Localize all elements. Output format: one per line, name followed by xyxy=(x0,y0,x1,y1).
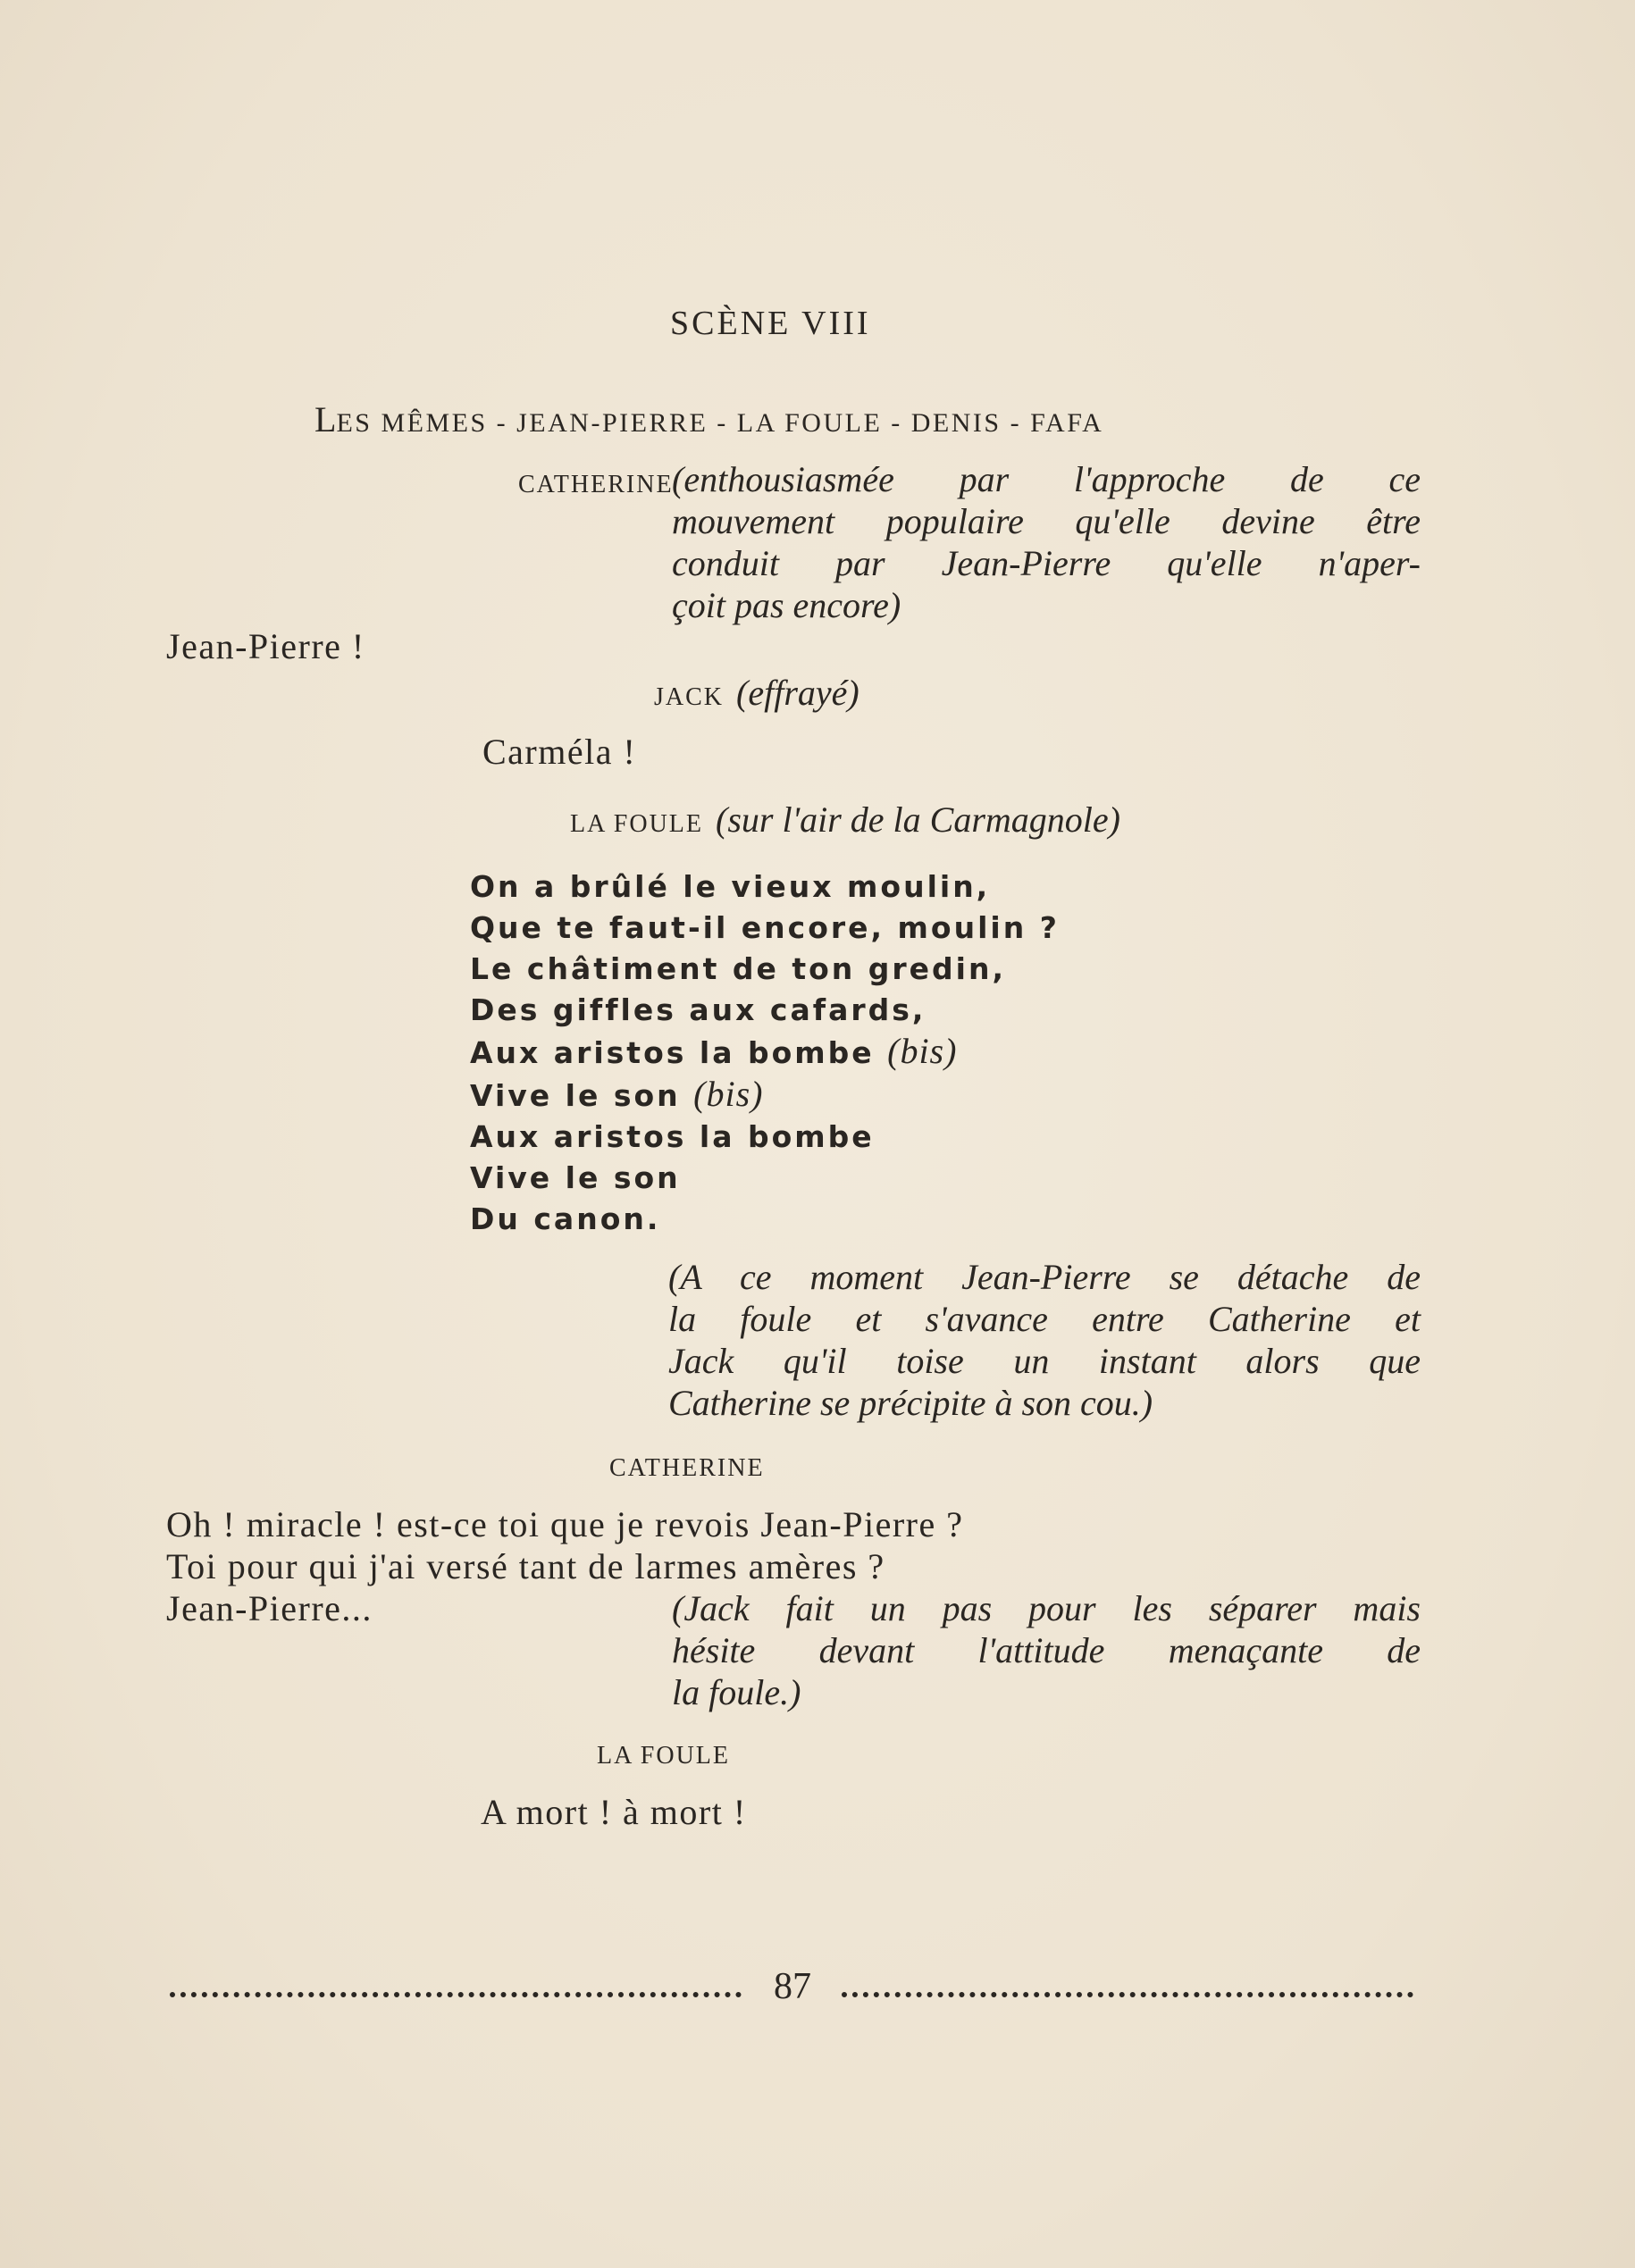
direction-line: la foule.) xyxy=(672,1672,801,1712)
footer-dotted-rule-right xyxy=(842,1988,1413,1997)
cast-line xyxy=(314,398,1103,440)
speech-la-foule: A mort ! à mort ! xyxy=(481,1792,747,1832)
song-line-text: Vive le son xyxy=(470,1078,694,1113)
direction-line: çoit pas encore) xyxy=(672,585,901,625)
song-line: Aux aristos la bombe xyxy=(470,1119,875,1154)
speech-jack: Carméla ! xyxy=(482,732,637,772)
song-line: Vive le son xyxy=(470,1160,681,1195)
direction-line: conduit par Jean-Pierre qu'elle n'aper- xyxy=(672,543,1421,583)
speaker-catherine-1: CATHERINE xyxy=(518,471,674,498)
song-line xyxy=(470,1031,1060,1074)
footer-dotted-rule-left xyxy=(170,1988,742,1997)
scene-title: SCÈNE VIII xyxy=(670,305,871,342)
direction-la-foule: (sur l'air de la Carmagnole) xyxy=(716,799,1120,840)
direction-line: mouvement populaire qu'elle devine être xyxy=(672,501,1421,541)
stage-direction-1 xyxy=(672,458,1421,626)
song-line: Des giffles aux cafards, xyxy=(470,992,926,1027)
speech-catherine-2-line3: Jean-Pierre... xyxy=(166,1588,373,1628)
speech-catherine-2-line2: Toi pour qui j'ai versé tant de larmes amères ? xyxy=(166,1546,885,1586)
song-line: On a brûlé le vieux moulin, xyxy=(470,869,991,904)
song-line-text: Aux aristos la bombe xyxy=(470,1035,888,1070)
speaker-la-foule-name: LA FOULE xyxy=(570,810,703,838)
direction-line: (enthousiasmée par l'approche de ce xyxy=(672,459,1421,499)
direction-line: Catherine se précipite à son cou.) xyxy=(668,1383,1153,1423)
direction-line: (Jack fait un pas pour les séparer mais xyxy=(672,1588,1421,1628)
speech-catherine-1: Jean-Pierre ! xyxy=(166,626,365,666)
stage-direction-3 xyxy=(672,1587,1421,1713)
speaker-la-foule-2: LA FOULE xyxy=(597,1742,730,1770)
speech-catherine-2-line1: Oh ! miracle ! est-ce toi que je revois Jean-Pierre ? xyxy=(166,1504,964,1544)
speaker-jack xyxy=(654,672,859,714)
direction-line: Jack qu'il toise un instant alors que xyxy=(668,1341,1421,1381)
stage-direction-2 xyxy=(668,1256,1421,1424)
cast-line-initial: L xyxy=(314,399,337,439)
speaker-catherine-2: CATHERINE xyxy=(609,1454,765,1482)
speaker-jack-name: JACK xyxy=(654,683,725,711)
song-line: Le châtiment de ton gredin, xyxy=(470,951,1006,986)
song-line: Du canon. xyxy=(470,1201,661,1236)
page-number: 87 xyxy=(774,1966,811,2007)
song-line-bis: (bis) xyxy=(887,1031,958,1071)
song-line xyxy=(470,1074,1060,1117)
song-line: Que te faut-il encore, moulin ? xyxy=(470,910,1060,945)
direction-jack: (effrayé) xyxy=(736,673,859,713)
direction-line: la foule et s'avance entre Catherine et xyxy=(668,1299,1421,1339)
direction-line: (A ce moment Jean-Pierre se détache de xyxy=(668,1257,1421,1297)
song-lyrics xyxy=(470,866,1060,1240)
direction-line: hésite devant l'attitude menaçante de xyxy=(672,1630,1421,1670)
song-line-bis: (bis) xyxy=(693,1074,764,1114)
cast-line-rest: ES MÊMES - JEAN-PIERRE - LA FOULE - DENIS - FAFA xyxy=(336,408,1104,438)
speaker-la-foule-1 xyxy=(570,799,1120,841)
